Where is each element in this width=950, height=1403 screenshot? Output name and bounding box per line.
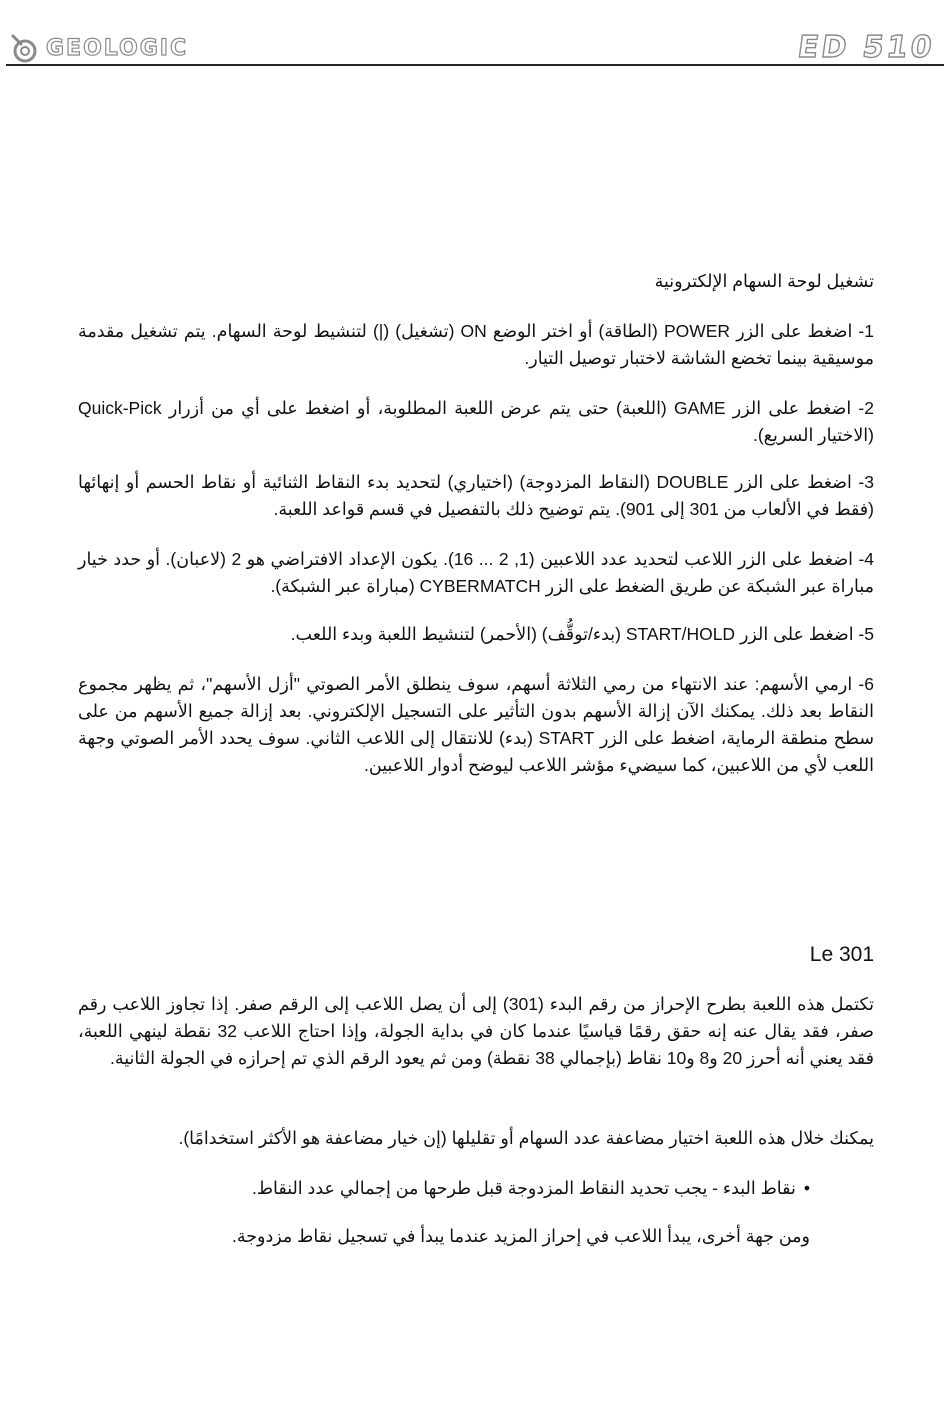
- step-3: 3- اضغط على الزر DOUBLE (النقاط المزدوجة) (اختياري) لتحديد بدء النقاط الثنائية أو نقاط الحسم أو إنهائها (فقط في الألعاب من 301 إلى 901). يتم توضيح ذلك بالتفصيل في قسم قواعد اللعبة.: [78, 472, 874, 519]
- step-1: 1- اضغط على الزر POWER (الطاقة) أو اختر الوضع ON (تشغيل) (|) لتنشيط لوحة السهام. يتم تشغيل مقدمة موسيقية بينما تخضع الشاشة لاختبار توصيل التيار.: [78, 321, 874, 368]
- section-heading: تشغيل لوحة السهام الإلكترونية: [654, 271, 874, 291]
- brand-logo: [8, 28, 188, 68]
- page-header: [0, 0, 950, 66]
- bullet-dot-icon: •: [803, 1178, 810, 1198]
- rules-paragraph: تكتمل هذه اللعبة بطرح الإحراز من رقم البدء (301) إلى أن يصل اللاعب إلى الرقم صفر. إذا تجاوز اللاعب رقم صفر، فقد يقال عنه إنه حقق رقمًا قياسيًا عندما كان في بداية الجولة، وإذا احتاج اللاعب 32 نقطة لينهي اللعبة، فقد يعني أنه أحرز 20 و8 و10 نقاط (بإجمالي 38 نقطة) ومن ثم يعود الرقم الذي تم إحرازه في الجولة الثانية.: [78, 994, 874, 1068]
- header-divider: [6, 64, 944, 66]
- bullet-item: [130, 1175, 810, 1202]
- step-6: 6- ارمي الأسهم: عند الانتهاء من رمي الثلاثة أسهم، سوف ينطلق الأمر الصوتي "أزل الأسهم"، ثم يظهر مجموع النقاط بعد ذلك. يمكنك الآن إزالة الأسهم بدون التأثير على التسجيل الإلكتروني. بعد إزالة جميع الأسهم من على سطح منطقة الرماية، اضغط على الزر START (بدء) للانتقال إلى اللاعب الثاني. سوف يحدد الأمر الصوتي وجهة اللعب لأي من اللاعبين، كما سيضيء مؤشر اللاعب ليوضح أدوار اللاعبين.: [78, 674, 874, 775]
- geologic-logo-icon: [8, 32, 40, 64]
- step-5: 5- اضغط على الزر START/HOLD (بدء/توقُّف) (الأحمر) لتنشيط اللعبة وبدء اللعب.: [290, 624, 874, 644]
- double-option-paragraph: يمكنك خلال هذه اللعبة اختيار مضاعفة عدد السهام أو تقليلها (إن خيار مضاعفة هو الأكثر استخدامًا).: [178, 1128, 874, 1148]
- closing-paragraph: ومن جهة أخرى، يبدأ اللاعب في إحراز المزيد عندما يبدأ في تسجيل نقاط مزدوجة.: [231, 1226, 810, 1246]
- brand-name: GEOLOGIC: [46, 35, 189, 61]
- model-name: ED 510: [795, 30, 937, 65]
- bullet-text: نقاط البدء - يجب تحديد النقاط المزدوجة قبل طرحها من إجمالي عدد النقاط.: [251, 1178, 796, 1198]
- step-4: 4- اضغط على الزر اللاعب لتحديد عدد اللاعبين (1, 2 ... 16). يكون الإعداد الافتراضي هو 2 (لاعبان). أو حدد خيار مباراة عبر الشبكة عن طريق الضغط على الزر CYBERMATCH (مباراة عبر الشبكة).: [78, 549, 875, 596]
- section-title-301: Le 301: [809, 943, 874, 966]
- step-2: 2- اضغط على الزر GAME (اللعبة) حتى يتم عرض اللعبة المطلوبة، أو اضغط على أي من أزرار Quick-Pick (الاختيار السريع).: [78, 398, 874, 445]
